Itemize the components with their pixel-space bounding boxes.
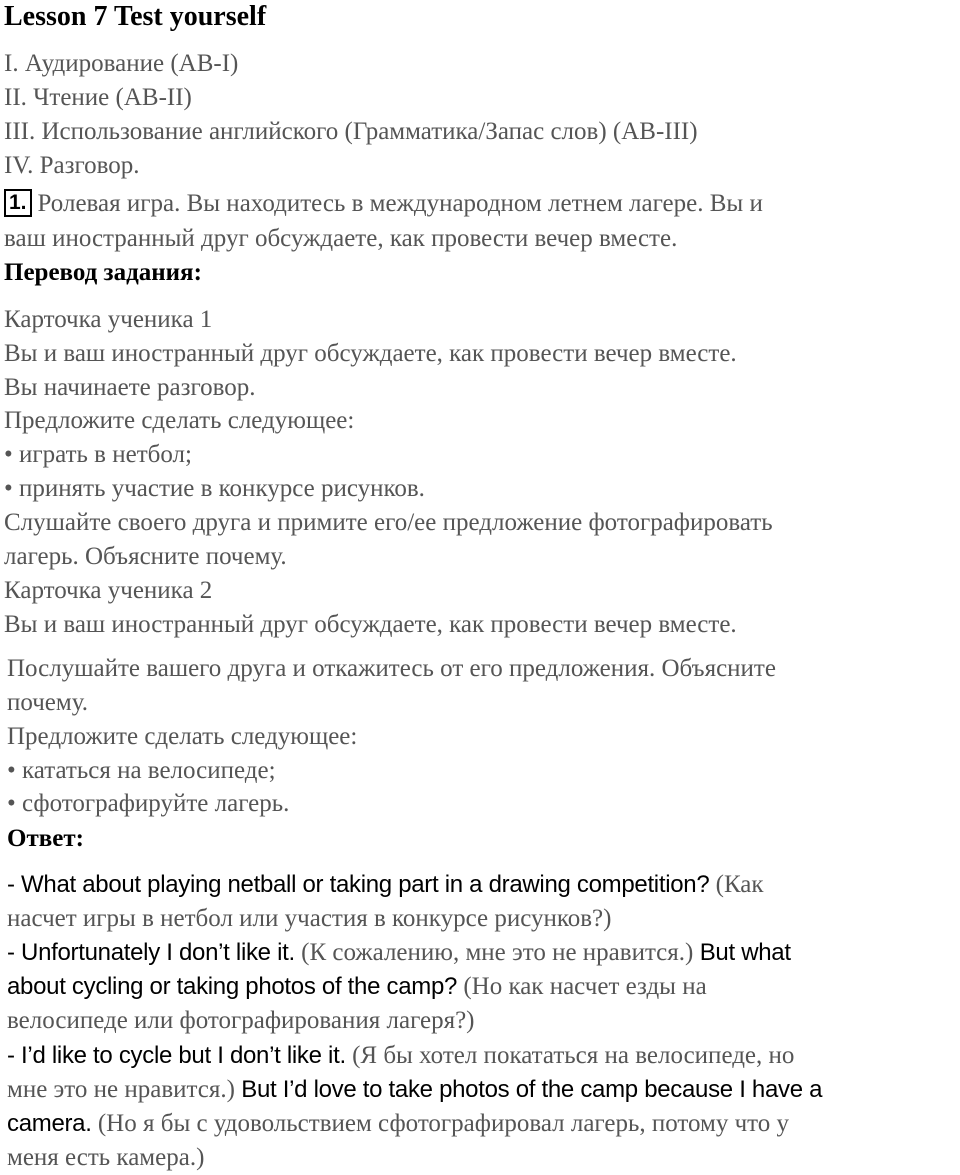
- dialogue-line-3: [7, 1039, 794, 1073]
- dialogue-line-2: [7, 936, 791, 970]
- dialogue-line-1-translation: насчет игры в нетбол или участия в конкурсе рисунков?): [7, 905, 612, 932]
- card1-bullet: • играть в нетбол;: [4, 441, 192, 468]
- section-reading: II. Чтение (АВ-II): [4, 84, 192, 111]
- card2-text: почему.: [7, 689, 88, 716]
- dialogue-line-3-cont: [7, 1107, 789, 1141]
- english-text: - What about playing netball or taking part in a drawing competition?: [7, 871, 710, 898]
- card2-text: Послушайте вашего друга и откажитесь от его предложения. Объясните: [7, 655, 776, 682]
- section-speaking: IV. Разговор.: [4, 152, 140, 179]
- russian-translation: (Но я бы с удовольствием сфотографировал лагерь, потому что у: [91, 1110, 790, 1137]
- card1-bullet: • принять участие в конкурсе рисунков.: [4, 475, 425, 502]
- task-number-badge: 1.: [4, 189, 32, 217]
- card2-text: Вы и ваш иностранный друг обсуждаете, как провести вечер вместе.: [4, 611, 737, 638]
- card1-text: Слушайте своего друга и примите его/ее предложение фотографировать: [4, 509, 773, 536]
- card1-title: Карточка ученика 1: [4, 306, 213, 333]
- english-text: - I’d like to cycle but I don’t like it.: [7, 1042, 346, 1069]
- english-text: - Unfortunately I don’t like it.: [7, 939, 295, 966]
- russian-translation: мне это не нравится.): [7, 1076, 235, 1103]
- task-1-line-1: [4, 187, 763, 221]
- card2-bullet: • кататься на велосипеде;: [7, 757, 276, 784]
- card1-text: Вы и ваш иностранный друг обсуждаете, как провести вечер вместе.: [4, 340, 737, 367]
- dialogue-line-3-translation: меня есть камера.): [7, 1144, 205, 1171]
- section-use-of-english: III. Использование английского (Грамматика/Запас слов) (АВ-III): [4, 118, 698, 145]
- english-text: But what: [693, 939, 791, 966]
- dialogue-line-2-cont: [7, 970, 707, 1004]
- english-text: camera.: [7, 1110, 92, 1137]
- dialogue-line-3-cont: [7, 1073, 822, 1107]
- answer-heading: Ответ:: [7, 825, 84, 852]
- english-text: But I’d love to take photos of the camp because I have a: [234, 1076, 823, 1103]
- card2-bullet: • сфотографируйте лагерь.: [7, 790, 290, 817]
- section-listening: I. Аудирование (АВ-I): [4, 50, 239, 77]
- card1-text: лагерь. Объясните почему.: [4, 543, 287, 570]
- lesson-title: Lesson 7 Test yourself: [4, 1, 267, 32]
- card1-text: Вы начинаете разговор.: [4, 374, 256, 401]
- russian-translation: (Я бы хотел покататься на велосипеде, но: [345, 1042, 795, 1069]
- english-text: about cycling or taking photos of the camp?: [7, 973, 458, 1000]
- russian-translation: (Как: [709, 871, 764, 898]
- dialogue-line-1: [7, 868, 764, 902]
- dialogue-line-2-translation: велосипеде или фотографирования лагеря?): [7, 1007, 475, 1034]
- task-text: Ролевая игра. Вы находитесь в международном летнем лагере. Вы и: [37, 190, 763, 217]
- card1-text: Предложите сделать следующее:: [4, 407, 355, 434]
- task-1-line-2: ваш иностранный друг обсуждаете, как провести вечер вместе.: [4, 225, 678, 252]
- russian-translation: (К сожалению, мне это не нравится.): [294, 939, 694, 966]
- card2-text: Предложите сделать следующее:: [7, 723, 358, 750]
- russian-translation: (Но как насчет езды на: [457, 973, 707, 1000]
- card2-title: Карточка ученика 2: [4, 577, 213, 604]
- translation-heading: Перевод задания:: [4, 259, 202, 286]
